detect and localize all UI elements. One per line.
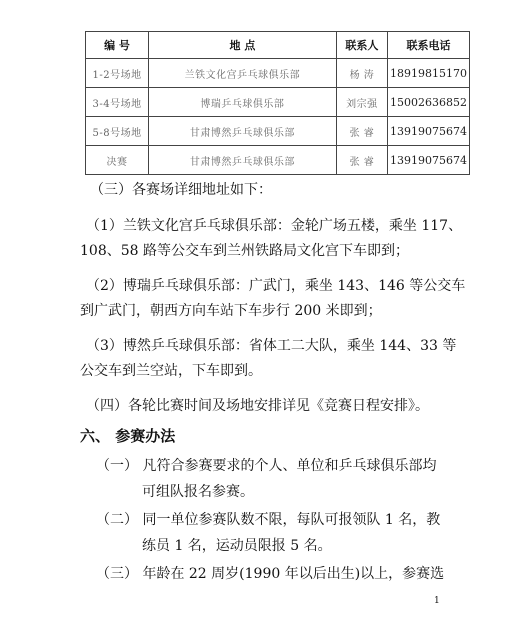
cell-phone: 18919815170 (388, 59, 470, 88)
cell-place: 甘肃博然乒乓球俱乐部 (149, 117, 337, 146)
cell-id: 5-8号场地 (86, 117, 149, 146)
rule-1-line2: 可组队报名参赛。 (142, 484, 254, 500)
section-3-heading: （三）各赛场详细地址如下： (90, 182, 272, 198)
rule-1-line1: （一） 凡符合参赛要求的个人、单位和乒乓球俱乐部均 (96, 458, 437, 474)
section-4-line: （四）各轮比赛时间及场地安排详见《竞赛日程安排》。 (86, 398, 429, 414)
venue-table (85, 31, 470, 175)
section-6-heading: 六、 参赛办法 (80, 427, 176, 445)
venue-2-address-line1: （2）博瑞乒乓球俱乐部：广武门，乘坐 143、146 等公交车 (86, 278, 466, 294)
venue-3-address-line2: 公交车到兰空站，下车即到。 (80, 363, 262, 379)
venue-1-address-line2: 108、58 路等公交车到兰州铁路局文化宫下车即到； (80, 243, 409, 259)
page-number: 1 (434, 596, 440, 606)
rule-3-line1: （三） 年龄在 22 周岁(1990 年以后出生)以上，参赛选 (96, 566, 445, 582)
table-header-row (86, 32, 470, 59)
table-row (86, 117, 470, 146)
cell-id: 1-2号场地 (86, 59, 149, 88)
cell-phone: 13919075674 (388, 146, 470, 175)
cell-contact: 张 睿 (336, 146, 387, 175)
header-place: 地 点 (149, 32, 337, 59)
venue-1-address-line1: （1）兰铁文化宫乒乓球俱乐部：金轮广场五楼，乘坐 117、 (86, 218, 463, 234)
header-contact: 联系人 (336, 32, 387, 59)
header-id: 编 号 (86, 32, 149, 59)
cell-contact: 张 睿 (336, 117, 387, 146)
cell-id: 决赛 (86, 146, 149, 175)
cell-contact: 刘宗强 (336, 88, 387, 117)
table-row (86, 88, 470, 117)
cell-place: 博瑞乒乓球俱乐部 (149, 88, 337, 117)
venue-3-address-line1: （3）博然乒乓球俱乐部：省体工二大队，乘坐 144、33 等 (86, 338, 457, 354)
table-row (86, 59, 470, 88)
header-phone: 联系电话 (388, 32, 470, 59)
cell-phone: 13919075674 (388, 117, 470, 146)
cell-contact: 杨 涛 (336, 59, 387, 88)
cell-phone: 15002636852 (388, 88, 470, 117)
rule-2-line1: （二） 同一单位参赛队数不限，每队可报领队 1 名，教 (96, 512, 441, 528)
cell-place: 甘肃博然乒乓球俱乐部 (149, 146, 337, 175)
cell-id: 3-4号场地 (86, 88, 149, 117)
rule-2-line2: 练员 1 名，运动员限报 5 名。 (142, 538, 332, 554)
table-row (86, 146, 470, 175)
venue-2-address-line2: 到广武门，朝西方向车站下车步行 200 米即到； (80, 303, 382, 319)
cell-place: 兰铁文化宫乒乓球俱乐部 (149, 59, 337, 88)
